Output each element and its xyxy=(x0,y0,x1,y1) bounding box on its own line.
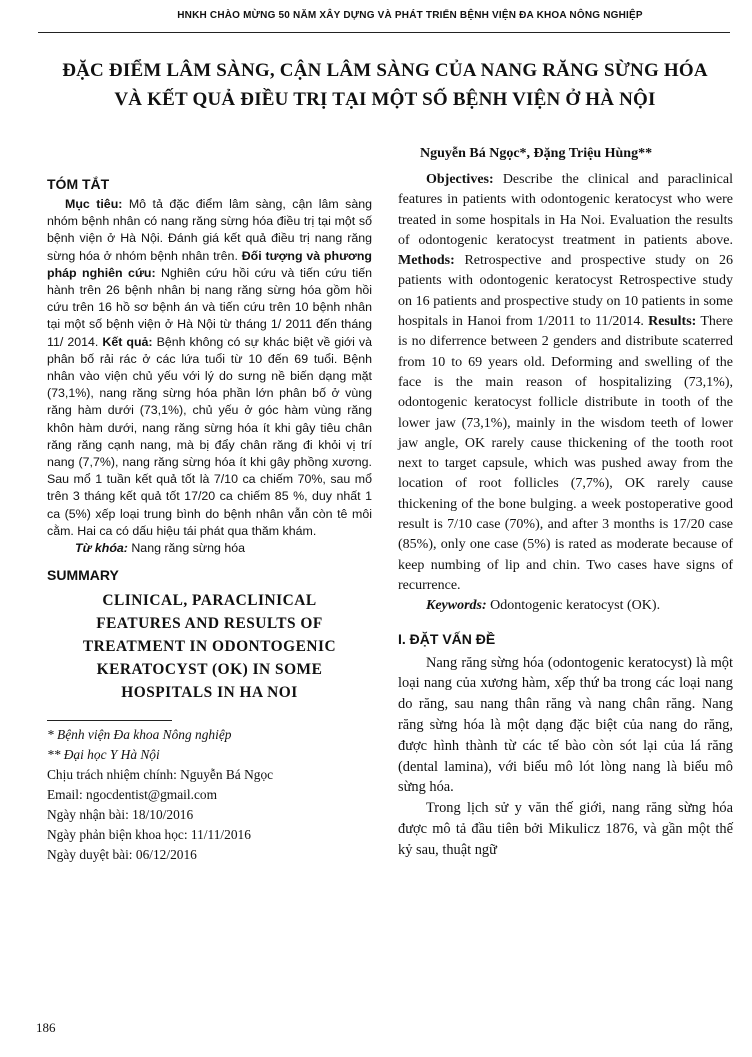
keywords-vi-text: Nang răng sừng hóa xyxy=(127,541,246,556)
english-title-line: HOSPITALS IN HA NOI xyxy=(121,684,298,702)
methods-text-en: Retrospective and prospective study on 26 patients with odontogenic keratocyst Retrospective study on 16 patients and prospective study on 10 patients in some hospitals in Hanoi from 1/2011 to 11/2014. xyxy=(398,253,733,330)
results-text-vi: Bệnh không có sự khác biệt về giới và phân bố rải rác ở các lứa tuổi từ 10 đến 69 tuổi. Bệnh nhân vào viện chủ yếu với lý do sưng nề biến dạng mặt (73,1%), nang răng sừng hóa phần lớn phân bố ở vùng răng hàm dưới (73,1%), chủ yếu ở góc hàm vùng răng khôn hàm dưới, nang răng sừng hóa ít khi gây tiêu chân răng răng cạnh nang, mà bị đẩy chân răng đi khỏi vị trí nang (7,7%), nang răng sừng hóa ít khi gây phồng xương. Sau mổ 1 tuần kết quả tốt là 7/10 ca chiếm 70%, sau mổ trên 3 tháng kết quả tốt 17/20 ca chiếm 85 %, duy nhất 1 ca (5%) xếp loại trung bình do bệnh nhân vẫn còn tê môi cằm. Hai ca có dấu hiệu tái phát qua thăm khám. xyxy=(47,334,372,538)
keywords-en xyxy=(398,596,733,616)
affiliation-2: ** Đại học Y Hà Nội xyxy=(47,747,160,763)
footnotes xyxy=(47,725,372,865)
methods-label-vi: Đối tượng và phương pháp nghiên cứu: xyxy=(47,248,372,280)
summary-en-paragraph xyxy=(398,170,733,596)
english-title-line: CLINICAL, PARACLINICAL xyxy=(102,592,317,610)
results-label-en: Results: xyxy=(648,314,697,330)
english-title xyxy=(47,589,372,704)
methods-label-en: Methods: xyxy=(398,253,455,269)
english-title-line: TREATMENT IN ODONTOGENIC xyxy=(82,638,337,656)
summary-vi-paragraph xyxy=(47,196,372,540)
objectives-label: Objectives: xyxy=(426,172,494,187)
summary-vi-heading: TÓM TẮT xyxy=(47,176,110,192)
affiliation-1: * Bệnh viện Đa khoa Nông nghiệp xyxy=(47,727,232,743)
objectives-text: Describe the clinical and paraclinical features in patients with odontogenic keratocyst who were treated in some hospitals in Ha Noi. Evaluation the results of odontogenic keratocyst treatment in patients above. xyxy=(398,172,733,248)
keywords-vi-label: Từ khóa: xyxy=(75,541,128,556)
keywords-vi xyxy=(47,541,372,555)
footnote-divider xyxy=(47,720,172,721)
corresponding-author: Chịu trách nhiệm chính: Nguyễn Bá Ngọc xyxy=(47,767,274,783)
date-received: Ngày nhận bài: 18/10/2016 xyxy=(47,807,194,823)
left-column xyxy=(47,170,372,865)
date-reviewed: Ngày phản biện khoa học: 11/11/2016 xyxy=(47,827,251,843)
right-column xyxy=(398,170,733,861)
intro-paragraph-1: Nang răng sừng hóa (odontogenic keratocyst) là một loại nang của xương hàm, xếp thứ ba trong các loại nang do răng, sau nang thân răng và nang chân răng. Nang răng sừng hóa là một dạng đặc biệt của nang do răng, được hình thành từ các tế bào còn sót lại của lá răng (dental lamina), với biểu mô lót lòng nang là biểu mô sừng hóa. xyxy=(398,654,733,796)
results-label-vi: Kết quả: xyxy=(102,334,153,349)
page-number: 186 xyxy=(36,1020,56,1035)
english-title-line: KERATOCYST (OK) IN SOME xyxy=(96,661,323,679)
email: Email: ngocdentist@gmail.com xyxy=(47,787,218,803)
intro-paragraph-2: Trong lịch sử y văn thế giới, nang răng sừng hóa được mô tả đầu tiên bởi Mikulicz 1876, và gần một thế kỷ sau, thuật ngữ xyxy=(398,800,733,858)
objective-label: Mục tiêu: xyxy=(65,197,123,211)
article-title-line-1: ĐẶC ĐIỂM LÂM SÀNG, CẬN LÂM SÀNG CỦA NANG RĂNG SỪNG HÓA xyxy=(62,60,708,81)
authors: Nguyễn Bá Ngọc*, Đặng Triệu Hùng** xyxy=(420,146,653,161)
date-approved: Ngày duyệt bài: 06/12/2016 xyxy=(47,847,197,863)
header-divider xyxy=(38,32,730,33)
summary-en-heading: SUMMARY xyxy=(47,567,119,584)
english-title-line: FEATURES AND RESULTS OF xyxy=(96,615,323,633)
objective-text: Mô tả đặc điểm lâm sàng, cận lâm sàng nhóm bệnh nhân có nang răng sừng hóa điều trị tại một số bệnh viện ở Hà Nội. Đánh giá kết quả điều trị nang răng sừng hóa ở nhóm bệnh nhân trên. xyxy=(47,197,372,263)
running-header: HNKH CHÀO MỪNG 50 NĂM XÂY DỰNG VÀ PHÁT TRIỂN BỆNH VIỆN ĐA KHOA NÔNG NGHIỆP xyxy=(177,10,643,21)
methods-text-vi: Nghiên cứu hồi cứu và tiến cứu tiến hành trên 26 bệnh nhân bị nang răng sừng hóa gồm hồi cứu trên 16 hồ sơ bệnh án và tiến cứu trên 10 bệnh nhân tại một số bệnh viện ở Hà Nội từ tháng 1/ 2011 đến tháng 11/ 2014. xyxy=(47,265,373,349)
intro-heading: I. ĐẶT VẤN ĐỀ xyxy=(398,630,496,647)
keywords-en-text: Odontogenic keratocyst (OK). xyxy=(486,598,661,614)
results-text-en: There is no diferrence between 2 genders and distribute scaterred from 10 to 69 years old. Deforming and swelling of the face is the main reason of hospitalizing (73,1%), odontogenic keratocyst follicle distribute in tooth of the lower jaw (73,1%), mainly in the wisdom teeth of lower jaw angle, OK rarely cause thickening of the tooth root next to target capsule, which was pushed away from the location of root follicles (7,7%), OK rarely cause thickening of the bone bulging. a week postoperative good result is 7/10 case (70%), and after 3 months is 17/20 case (85%), only one case (5%) is rated as moderate because of keep numbing of lip and chin. Two cases have signs of recurrence. xyxy=(398,314,733,593)
keywords-en-label: Keywords: xyxy=(426,598,487,614)
article-title-line-2: VÀ KẾT QUẢ ĐIỀU TRỊ TẠI MỘT SỐ BỆNH VIỆN Ở HÀ NỘI xyxy=(114,89,656,110)
